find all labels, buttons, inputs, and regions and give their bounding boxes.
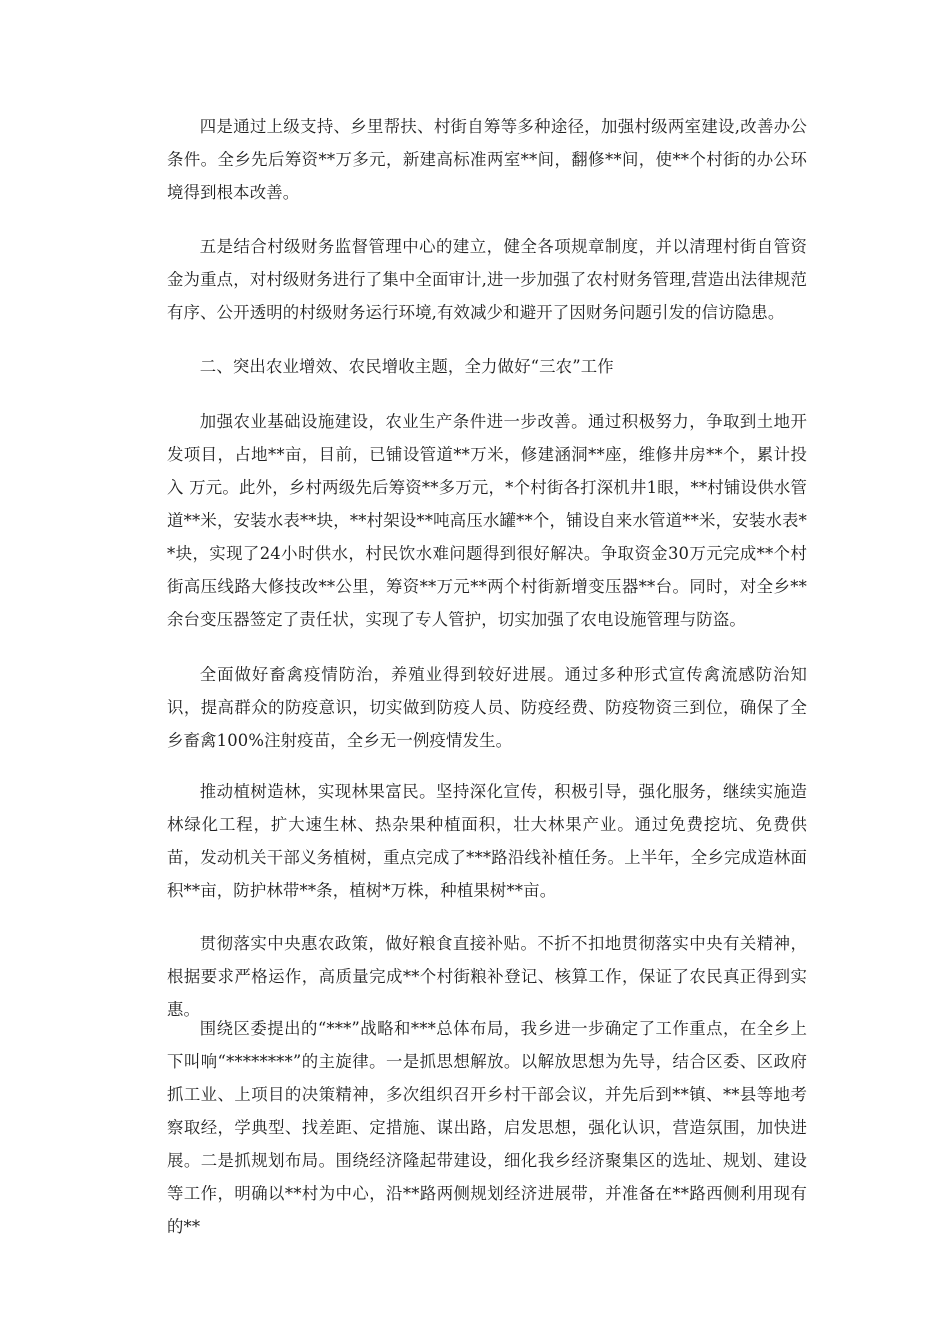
- paragraph-village-office-construction: 四是通过上级支持、乡里帮扶、村街自筹等多种途径，加强村级两室建设,改善办公条件。全乡先后筹资**万多元，新建高标准两室**间，翻修**间，使**个村街的办公环境得到根本改善。: [167, 117, 807, 202]
- paragraph-afforestation: 推动植树造林，实现林果富民。坚持深化宣传，积极引导，强化服务，继续实施造林绿化工程，扩大速生林、热杂果种植面积，壮大林果产业。通过免费挖坑、免费供苗，发动机关干部义务植树，重点完成了***路沿线补植任务。上半年，全乡完成造林面积**亩，防护林带**条，植树*万株，种植果树**亩。: [167, 782, 807, 900]
- section-heading-agriculture: 二、突出农业增效、农民增收主题，全力做好“三农”工作: [199, 357, 614, 376]
- paragraph-village-finance-audit: 五是结合村级财务监督管理中心的建立，健全各项规章制度，并以清理村街自管资金为重点，对村级财务进行了集中全面审计,进一步加强了农村财务管理,营造出法律规范有序、公开透明的村级财务运行环境,有效减少和避开了因财务问题引发的信访隐患。: [167, 237, 807, 322]
- paragraph-agricultural-infrastructure: 加强农业基础设施建设，农业生产条件进一步改善。通过积极努力，争取到土地开发项目，占地**亩，目前，已铺设管道**万米，修建涵洞**座，维修井房**个，累计投入 万元。此外，乡村两级先后筹资**多万元，*个村街各打深机井1眼，**村铺设供水管道**米，安装水表**块，**村架设**吨高压水罐**个，铺设自来水管道**米，安装水表**块，实现了24小时供水，村民饮水难问题得到很好解决。争取资金30万元完成**个村街高压线路大修技改**公里，筹资**万元**两个村街新增变压器**台。同时，对全乡**余台变压器签定了责任状，实现了专人管护，切实加强了农电设施管理与防盗。: [167, 412, 807, 629]
- paragraph-work-priorities: 围绕区委提出的“***”战略和***总体布局，我乡进一步确定了工作重点，在全乡上下叫响“********”的主旋律。一是抓思想解放。以解放思想为先导，结合区委、区政府抓工业、上项目的决策精神，多次组织召开乡村干部会议，并先后到**镇、**县等地考察取经，学典型、找差距、定措施、谋出路，启发思想，强化认识，营造氛围，加快进展。二是抓规划布局。围绕经济隆起带建设，细化我乡经济聚集区的选址、规划、建设等工作，明确以**村为中心，沿**路两侧规划经济进展带，并准备在**路西侧利用现有的**: [167, 1019, 807, 1236]
- paragraph-farm-subsidy: 贯彻落实中央惠农政策，做好粮食直接补贴。不折不扣地贯彻落实中央有关精神，根据要求严格运作，高质量完成**个村街粮补登记、核算工作，保证了农民真正得到实惠。: [167, 934, 807, 1019]
- paragraph-epidemic-prevention: 全面做好畜禽疫情防治，养殖业得到较好进展。通过多种形式宣传禽流感防治知识，提高群众的防疫意识，切实做到防疫人员、防疫经费、防疫物资三到位，确保了全乡畜禽100%注射疫苗，全乡无一例疫情发生。: [167, 665, 807, 750]
